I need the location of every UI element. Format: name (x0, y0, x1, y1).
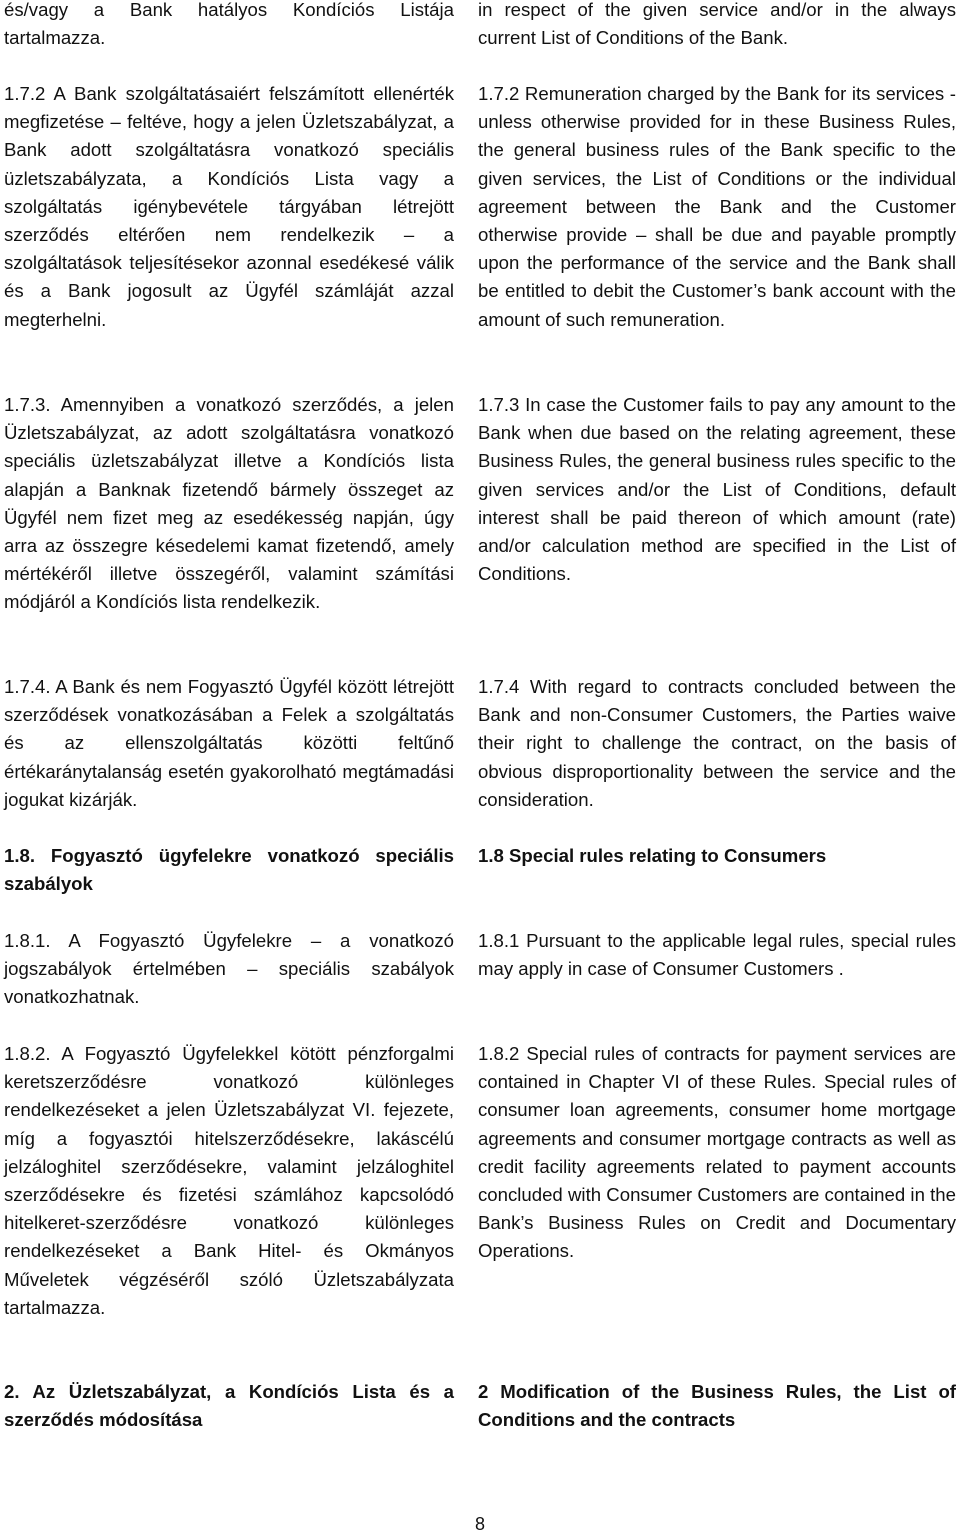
left-paragraph-1-7-2: 1.7.2 A Bank szolgáltatásaiért felszámított ellenérték megfizetése – feltéve, hogy a jelen Üzletszabályzat, a Bank adott szolgáltatásra vonatkozó speciális üzletszabályzata, a Kondíciós Lista vagy a szolgáltatás igénybevétele tárgyában létrejött szerződés eltérően nem rendelkezik – a szolgáltatások teljesítésekor azonnal esedékesé válik és a Bank jogosult az Ügyfél számláját azzal megterhelni. (4, 83, 454, 330)
right-paragraph-1-8-2: 1.8.2 Special rules of contracts for payment services are contained in Chapter VI of these Rules. Special rules of consumer loan agreements, consumer home mortgage agreements and consumer mortgage contracts as well as credit facility agreements related to payment accounts concluded with Consumer Customers are contained in the Bank’s Business Rules on Credit and Documentary Operations. (478, 1043, 956, 1262)
left-heading-2: 2. Az Üzletszabályzat, a Kondíciós Lista és a szerződés módosítása (4, 1381, 454, 1431)
right-paragraph-1-7-4: 1.7.4 With regard to contracts concluded between the Bank and non-Consumer Customers, the Parties waive their right to challenge the contract, on the basis of obvious disproportionality between the service and the consideration. (478, 676, 956, 810)
right-paragraph-1-7-2: 1.7.2 Remuneration charged by the Bank for its services - unless otherwise provided for in these Business Rules, the general business rules of the Bank specific to the given services, the List of Conditions or the individual agreement between the Bank and the Customer otherwise provide – shall be due and payable promptly upon the performance of the service and the Bank shall be entitled to debit the Customer’s bank account with the amount of such remuneration. (478, 83, 956, 330)
left-paragraph-1-8-1: 1.8.1. A Fogyasztó Ügyfelekre – a vonatkozó jogszabályok értelmében – speciális szabályok vonatkozhatnak. (4, 930, 454, 1008)
left-heading-1-8: 1.8. Fogyasztó ügyfelekre vonatkozó speciális szabályok (4, 845, 454, 895)
left-paragraph-1-7-3: 1.7.3. Amennyiben a vonatkozó szerződés, a jelen Üzletszabályzat, az adott szolgáltatásra vonatkozó speciális üzletszabályzat illetve a Kondíciós lista alapján a Banknak fizetendő bármely összeget az Ügyfél nem fizet meg az esedékesség napján, úgy arra az összegre késedelemi kamat fizetendő, amely mértékéről illetve összegéről, valamint számítási módjáról a Kondíciós lista rendelkezik. (4, 394, 454, 613)
right-paragraph-1-8-1: 1.8.1 Pursuant to the applicable legal rules, special rules may apply in case of Consumer Customers . (478, 930, 956, 980)
right-heading-2: 2 Modification of the Business Rules, the List of Conditions and the contracts (478, 1381, 956, 1431)
page-number: 8 (474, 1514, 485, 1534)
right-paragraph-1-7-3: 1.7.3 In case the Customer fails to pay any amount to the Bank when due based on the relating agreement, these Business Rules, the general business rules specific to the given services and/or the List of Conditions, default interest shall be paid thereon of which amount (rate) and/or calculation method are specified in the List of Conditions. (478, 394, 956, 585)
left-paragraph-1-7-4: 1.7.4. A Bank és nem Fogyasztó Ügyfél között létrejött szerződések vonatkozásában a Felek a szolgáltatás és az ellenszolgáltatás közötti feltűnő értékaránytalanság esetén gyakorolható megtámadási jogukat kizárják. (4, 676, 454, 810)
right-heading-1-8: 1.8 Special rules relating to Consumers (478, 845, 827, 866)
left-paragraph-1-8-2: 1.8.2. A Fogyasztó Ügyfelekkel kötött pénzforgalmi keretszerződésre vonatkozó különleges rendelkezéseket a jelen Üzletszabályzat VI. fejezete, míg a fogyasztói hitelszerződésekre, lakáscélú jelzáloghitel szerződésekre, valamint jelzáloghitel szerződésekre és fizetési számlához kapcsolódó hitelkeret-szerződésre vonatkozó különleges rendelkezéseket a Bank Hitel- és Okmányos Műveletek végzéséről szóló Üzletszabályzata tartalmazza. (4, 1043, 454, 1318)
right-paragraph-continuation: in respect of the given service and/or in the always current List of Conditions of the Bank. (478, 0, 956, 49)
left-paragraph-continuation: és/vagy a Bank hatályos Kondíciós Listája tartalmazza. (4, 0, 454, 49)
